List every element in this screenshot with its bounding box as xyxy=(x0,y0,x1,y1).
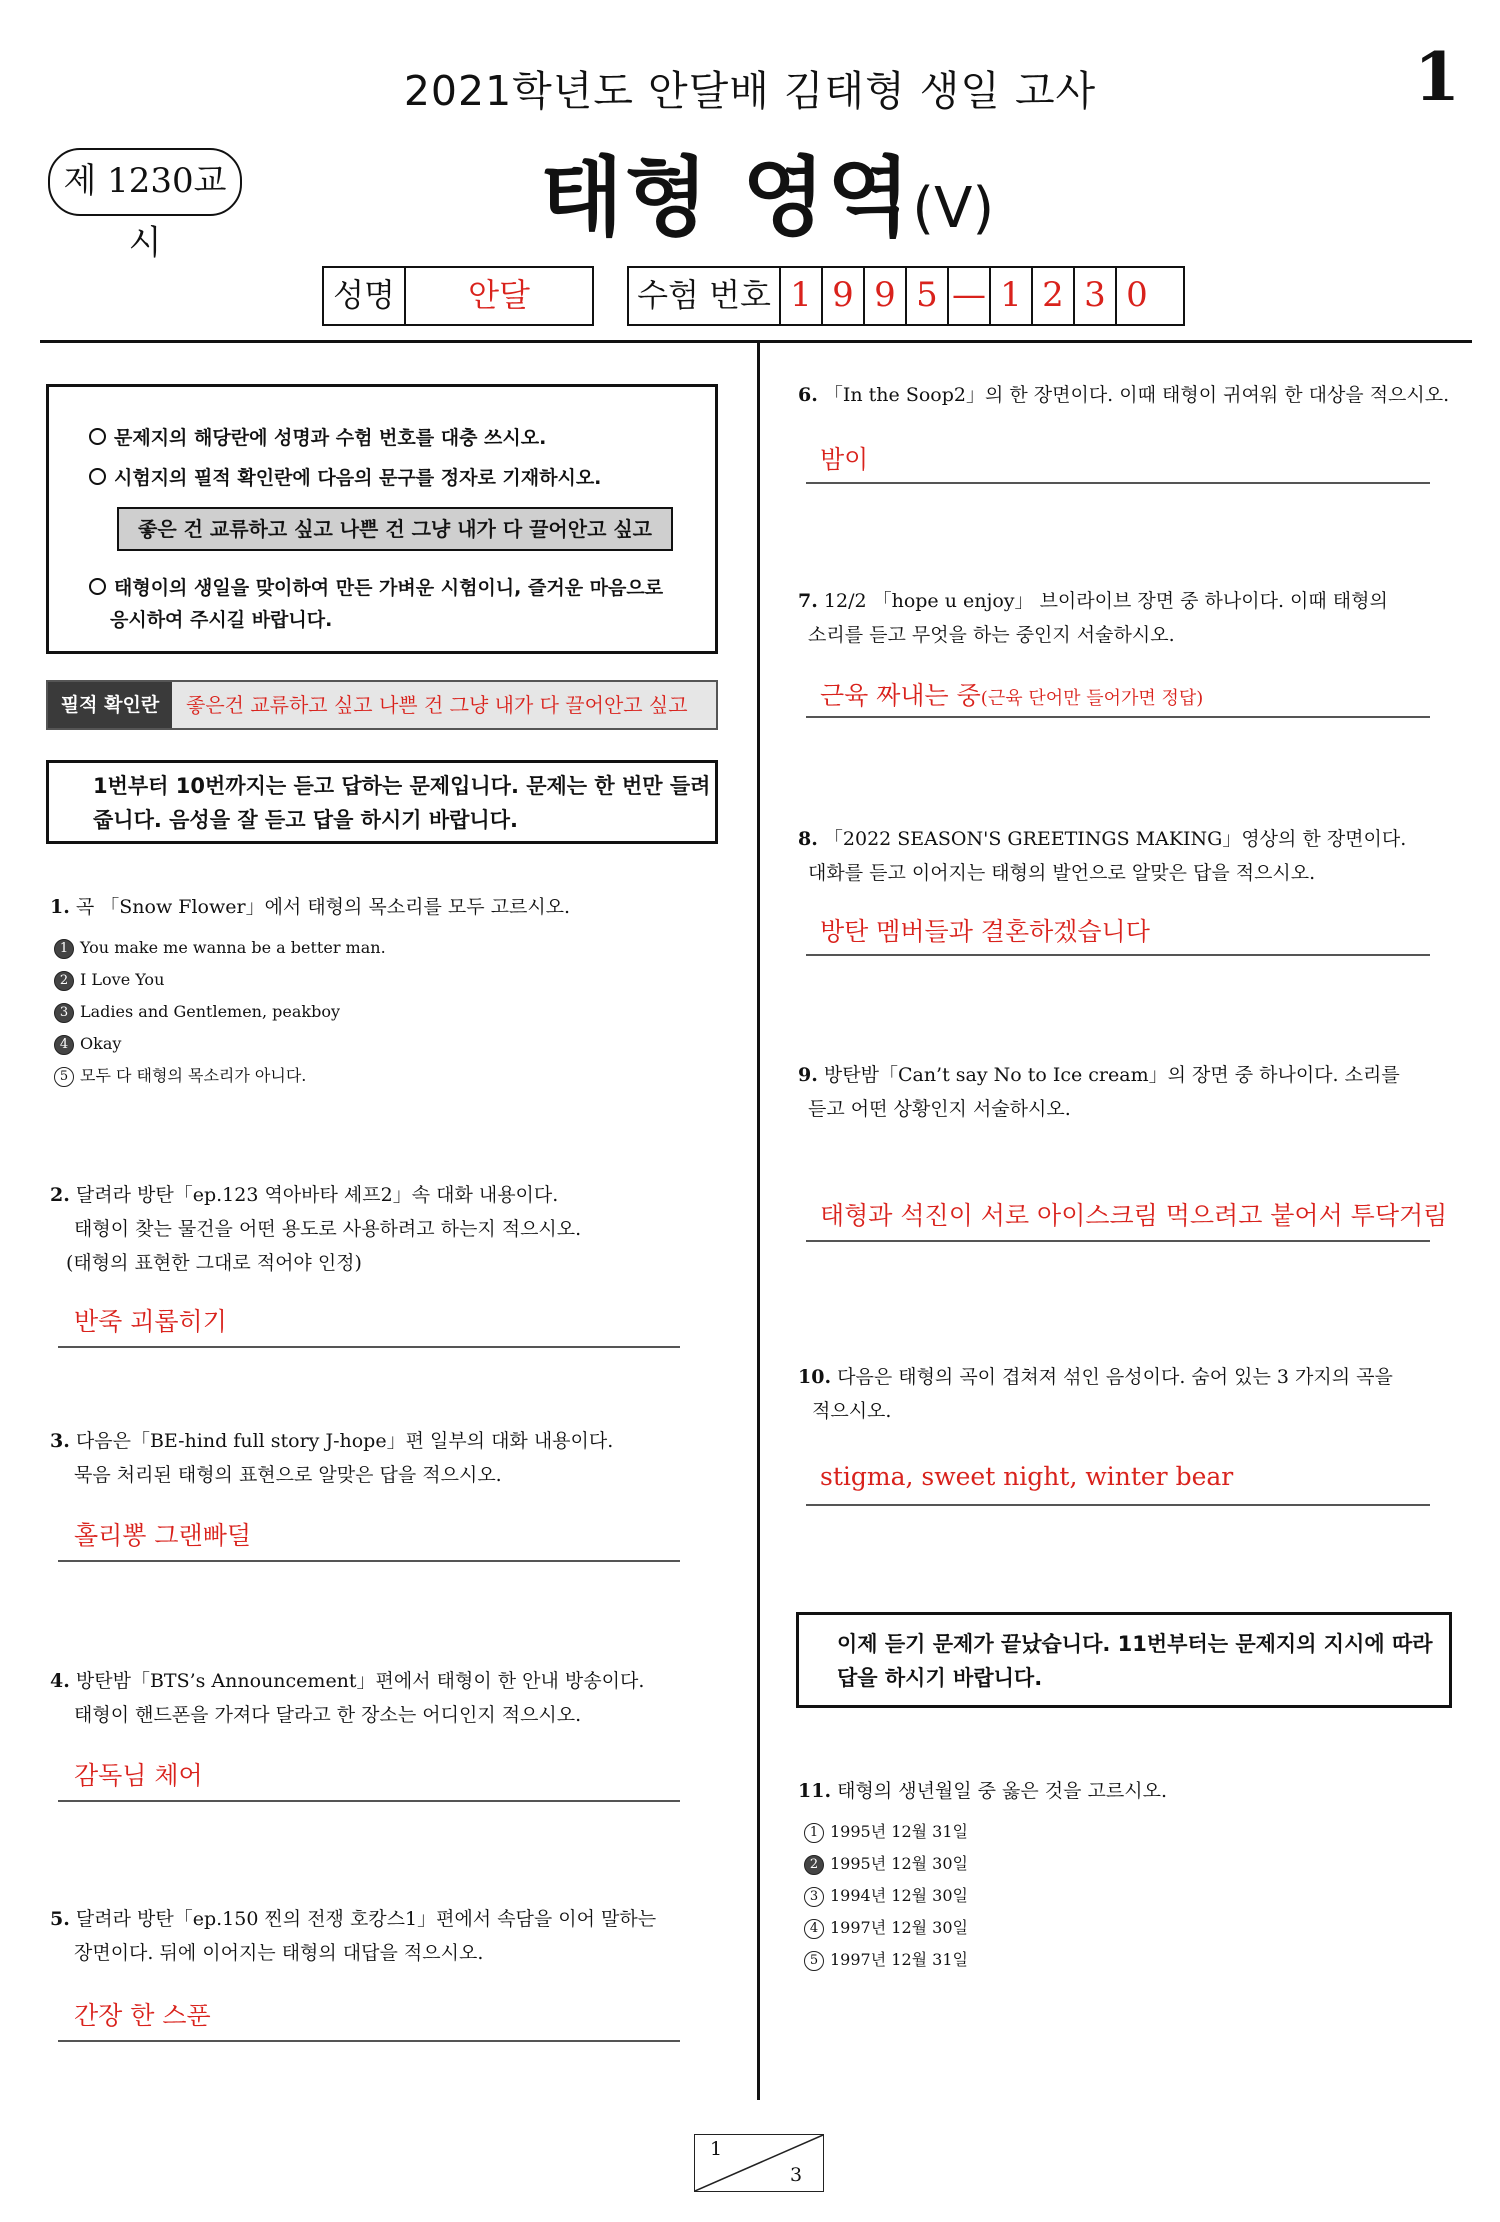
notice-line: 1번부터 10번까지는 듣고 답하는 문제입니다. 문제는 한 번만 들려 xyxy=(93,774,711,798)
answer-line xyxy=(58,1346,680,1348)
question-3: 3. 다음은「BE-hind full story J-hope」편 일부의 대화 내용이다. 묵음 처리된 태형의 표현으로 알맞은 답을 적으시오. xyxy=(50,1430,614,1486)
circled-number-icon: 3 xyxy=(54,1003,74,1023)
notice-line: 답을 하시기 바랍니다. xyxy=(837,1666,1043,1690)
exam-digit[interactable]: 3 xyxy=(1075,268,1117,324)
answer-line xyxy=(58,1560,680,1562)
exam-number-box xyxy=(627,266,1185,326)
answer-line xyxy=(58,1800,680,1802)
listening-notice xyxy=(46,760,718,844)
answer-note: (근육 단어만 들어가면 정답) xyxy=(980,688,1204,709)
instruction-item: 태형이의 생일을 맞이하여 만든 가벼운 시험이니, 즐거운 마음으로 xyxy=(89,573,663,600)
question-number: 4. xyxy=(50,1670,70,1692)
question-7: 7. 12/2 「hope u enjoy」 브이라이브 장면 중 하나이다. 이때 태형의 소리를 듣고 무엇을 하는 중인지 서술하시오. xyxy=(798,590,1388,646)
question-number: 8. xyxy=(798,828,818,850)
exam-digit[interactable]: 9 xyxy=(865,268,907,324)
instruction-item: 시험지의 필적 확인란에 다음의 문구를 정자로 기재하시오. xyxy=(89,463,601,490)
answer[interactable]: 태형과 석진이 서로 아이스크림 먹으려고 붙어서 투닥거림 xyxy=(820,1201,1448,1230)
question-number: 2. xyxy=(50,1184,70,1206)
exam-digit[interactable]: 5 xyxy=(907,268,949,324)
handwriting-field[interactable]: 좋은건 교류하고 싶고 나쁜 건 그냥 내가 다 끌어안고 싶고 xyxy=(172,682,716,728)
copy-phrase: 좋은 건 교류하고 싶고 나쁜 건 그냥 내가 다 끌어안고 싶고 xyxy=(117,507,673,551)
question-text: 곡 「Snow Flower」에서 태형의 목소리를 모두 고르시오. xyxy=(75,896,571,918)
question-number: 10. xyxy=(798,1366,832,1388)
question-number: 3. xyxy=(50,1430,70,1452)
option[interactable]: 4 Okay xyxy=(54,1034,121,1055)
question-2: 2. 달려라 방탄「ep.123 역아바타 셰프2」속 대화 내용이다. 태형이 찾는 물건을 어떤 용도로 사용하려고 하는지 적으시오. (태형의 표현한 그대로 적어야 인정) xyxy=(50,1184,582,1274)
exam-number-label: 수험 번호 xyxy=(629,268,781,324)
subject-sub: (V) xyxy=(912,176,995,241)
current-page: 1 xyxy=(710,2138,723,2160)
session-label: 제 1230교시 xyxy=(48,148,242,216)
name-box xyxy=(322,266,594,326)
instruction-box xyxy=(46,384,718,654)
question-8: 8. 「2022 SEASON'S GREETINGS MAKING」영상의 한 장면이다. 대화를 듣고 이어지는 태형의 발언으로 알맞은 답을 적으시오. xyxy=(798,828,1407,884)
circled-number-icon: 4 xyxy=(54,1035,74,1055)
answer[interactable]: 감독님 체어 xyxy=(74,1761,203,1790)
exam-digit-separator: — xyxy=(949,268,991,324)
handwriting-check xyxy=(46,680,718,730)
notice-line: 줍니다. 음성을 잘 듣고 답을 하시기 바랍니다. xyxy=(93,808,518,832)
option[interactable]: 2 1995년 12월 30일 xyxy=(804,1854,968,1875)
answer[interactable]: 반죽 괴롭히기 xyxy=(74,1307,227,1336)
instruction-item: 문제지의 해당란에 성명과 수험 번호를 대충 쓰시오. xyxy=(89,423,546,450)
answer[interactable]: 방탄 멤버들과 결혼하겠습니다 xyxy=(820,917,1150,946)
exam-digit[interactable]: 0 xyxy=(1126,275,1148,315)
option[interactable]: 4 1997년 12월 30일 xyxy=(804,1918,968,1939)
circled-number-icon: 5 xyxy=(54,1067,74,1087)
question-10: 10. 다음은 태형의 곡이 겹쳐져 섞인 음성이다. 숨어 있는 3 가지의 곡을 적으시오. xyxy=(798,1366,1393,1422)
notice-line: 이제 듣기 문제가 끝났습니다. 11번부터는 문제지의 지시에 따라 xyxy=(837,1632,1433,1656)
bullet-circle-icon xyxy=(89,578,106,595)
question-number: 6. xyxy=(798,384,818,406)
bullet-circle-icon xyxy=(89,428,106,445)
option[interactable]: 3 Ladies and Gentlemen, peakboy xyxy=(54,1002,340,1023)
exam-title: 2021학년도 안달배 김태형 생일 고사 xyxy=(403,67,1097,115)
question-number: 11. xyxy=(798,1780,832,1802)
question-number: 5. xyxy=(50,1908,70,1930)
question-4: 4. 방탄밤「BTS’s Announcement」편에서 태형이 한 안내 방송이다. 태형이 핸드폰을 가져다 달라고 한 장소는 어디인지 적으시오. xyxy=(50,1670,645,1726)
option[interactable]: 1 1995년 12월 31일 xyxy=(804,1822,968,1843)
answer-line xyxy=(806,482,1430,484)
column-divider xyxy=(757,343,760,2100)
total-pages: 3 xyxy=(790,2164,803,2186)
option[interactable]: 2 I Love You xyxy=(54,970,164,991)
question-number: 9. xyxy=(798,1064,818,1086)
option[interactable]: 5 1997년 12월 31일 xyxy=(804,1950,968,1971)
subject-main: 태형 영역 xyxy=(540,148,913,248)
question-number: 7. xyxy=(798,590,818,612)
answer-line xyxy=(58,2040,680,2042)
exam-digit[interactable]: 1 xyxy=(781,268,823,324)
question-number: 1. xyxy=(50,896,70,918)
circled-number-icon: 3 xyxy=(804,1887,824,1907)
circled-number-icon: 4 xyxy=(804,1919,824,1939)
exam-digit[interactable]: 9 xyxy=(823,268,865,324)
answer[interactable]: stigma, sweet night, winter bear xyxy=(820,1462,1234,1491)
question-6: 6. 「In the Soop2」의 한 장면이다. 이때 태형이 귀여워 한 대상을 적으시오. xyxy=(798,384,1450,406)
answer[interactable]: 홀리뽕 그랜빠덜 xyxy=(74,1521,251,1550)
name-field[interactable]: 안달 xyxy=(468,276,530,314)
answer-line xyxy=(806,1504,1430,1506)
option[interactable]: 5 모두 다 태형의 목소리가 아니다. xyxy=(54,1066,306,1087)
answer-line xyxy=(806,1240,1430,1242)
subject-title xyxy=(540,128,994,252)
exam-digit[interactable]: 1 xyxy=(991,268,1033,324)
question-11: 11. 태형의 생년월일 중 옳은 것을 고르시오. xyxy=(798,1780,1168,1802)
exam-digit[interactable]: 2 xyxy=(1033,268,1075,324)
circled-number-icon: 2 xyxy=(804,1855,824,1875)
question-5: 5. 달려라 방탄「ep.150 찐의 전쟁 호캉스1」편에서 속담을 이어 말하는 장면이다. 뒤에 이어지는 태형의 대답을 적으시오. xyxy=(50,1908,657,1964)
answer-line xyxy=(806,716,1430,718)
bullet-circle-icon xyxy=(89,468,106,485)
answer[interactable]: 근육 짜내는 중(근육 단어만 들어가면 정답) xyxy=(820,681,1204,710)
question-9: 9. 방탄밤「Can’t say No to Ice cream」의 장면 중 하나이다. 소리를 듣고 어떤 상황인지 서술하시오. xyxy=(798,1064,1400,1120)
circled-number-icon: 1 xyxy=(804,1823,824,1843)
answer-line xyxy=(806,954,1430,956)
header-divider xyxy=(40,340,1472,343)
answer[interactable]: 간장 한 스푼 xyxy=(74,2001,211,2030)
circled-number-icon: 1 xyxy=(54,939,74,959)
name-label: 성명 xyxy=(324,268,406,324)
instruction-item-continued: 응시하여 주시길 바랍니다. xyxy=(110,609,333,631)
circled-number-icon: 2 xyxy=(54,971,74,991)
answer[interactable]: 밤이 xyxy=(820,445,869,474)
circled-number-icon: 5 xyxy=(804,1951,824,1971)
option[interactable]: 3 1994년 12월 30일 xyxy=(804,1886,968,1907)
page-number: 1 xyxy=(1414,38,1460,116)
option[interactable]: 1 You make me wanna be a better man. xyxy=(54,938,386,959)
end-of-listening-notice xyxy=(796,1612,1452,1708)
question-1 xyxy=(50,890,570,924)
handwriting-label: 필적 확인란 xyxy=(48,682,172,728)
